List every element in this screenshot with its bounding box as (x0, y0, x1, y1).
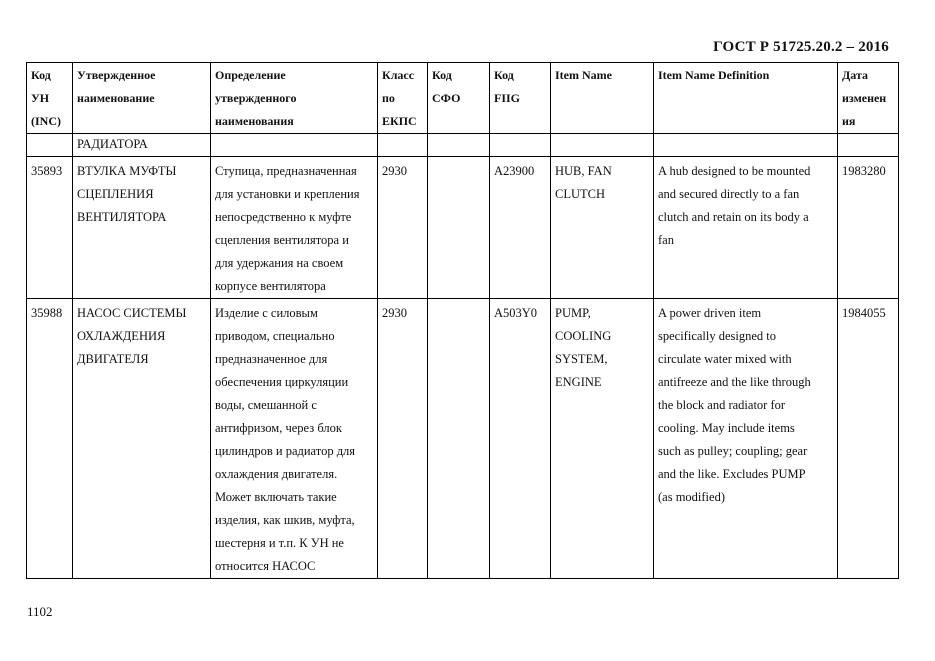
header-inc: Код УН (INC) (27, 63, 73, 134)
cell-class: 2930 (378, 299, 428, 579)
cell-item-name (551, 134, 654, 157)
cell-inc: 35893 (27, 157, 73, 299)
cell-sfo (428, 134, 490, 157)
cell-date (838, 134, 899, 157)
header-item-name: Item Name (551, 63, 654, 134)
cell-date: 1983280 (838, 157, 899, 299)
header-sfo: Код СФО (428, 63, 490, 134)
cell-definition-ru (211, 134, 378, 157)
header-fiig: Код FIIG (490, 63, 551, 134)
nomenclature-table (26, 62, 899, 579)
header-approved-name: Утвержденное наименование (73, 63, 211, 134)
header-class: Класс по ЕКПС (378, 63, 428, 134)
header-definition-ru: Определение утвержденного наименования (211, 63, 378, 134)
cell-approved-name: РАДИАТОРА (73, 134, 211, 157)
table-header-row (27, 63, 899, 134)
table-row-continuation (27, 134, 899, 157)
cell-sfo (428, 157, 490, 299)
cell-definition-en (654, 134, 838, 157)
cell-fiig: A23900 (490, 157, 551, 299)
cell-definition-ru: Изделие с силовым приводом, специально предназначенное для обеспечения циркуляции воды, смешанной с антифризом, через блок цилиндров и радиатор для охлаждения двигателя. Может включать такие изделия, как шкив, муфта, шестерня и т.п. К УН не относится НАСОС (211, 299, 378, 579)
table-row (27, 299, 899, 579)
cell-definition-en: A power driven item specifically designed to circulate water mixed with antifreeze and the like through the block and radiator for cooling. May include items such as pulley; coupling; gear and the like. Excludes PUMP (as modified) (654, 299, 838, 579)
cell-inc: 35988 (27, 299, 73, 579)
page-number: 1102 (27, 604, 53, 619)
cell-fiig (490, 134, 551, 157)
header-date: Дата изменен ия (838, 63, 899, 134)
cell-definition-en: A hub designed to be mounted and secured directly to a fan clutch and retain on its body a fan (654, 157, 838, 299)
header-item-name-definition: Item Name Definition (654, 63, 838, 134)
cell-definition-ru: Ступица, предназначенная для установки и крепления непосредственно к муфте сцепления вентилятора и для удержания на своем корпусе вентилятора (211, 157, 378, 299)
cell-item-name: HUB, FAN CLUTCH (551, 157, 654, 299)
cell-date: 1984055 (838, 299, 899, 579)
table-row (27, 157, 899, 299)
cell-sfo (428, 299, 490, 579)
document-header: ГОСТ Р 51725.20.2 – 2016 (713, 39, 889, 55)
cell-approved-name: НАСОС СИСТЕМЫ ОХЛАЖДЕНИЯ ДВИГАТЕЛЯ (73, 299, 211, 579)
cell-item-name: PUMP, COOLING SYSTEM, ENGINE (551, 299, 654, 579)
cell-class: 2930 (378, 157, 428, 299)
cell-fiig: A503Y0 (490, 299, 551, 579)
cell-class (378, 134, 428, 157)
cell-approved-name: ВТУЛКА МУФТЫ СЦЕПЛЕНИЯ ВЕНТИЛЯТОРА (73, 157, 211, 299)
cell-inc (27, 134, 73, 157)
